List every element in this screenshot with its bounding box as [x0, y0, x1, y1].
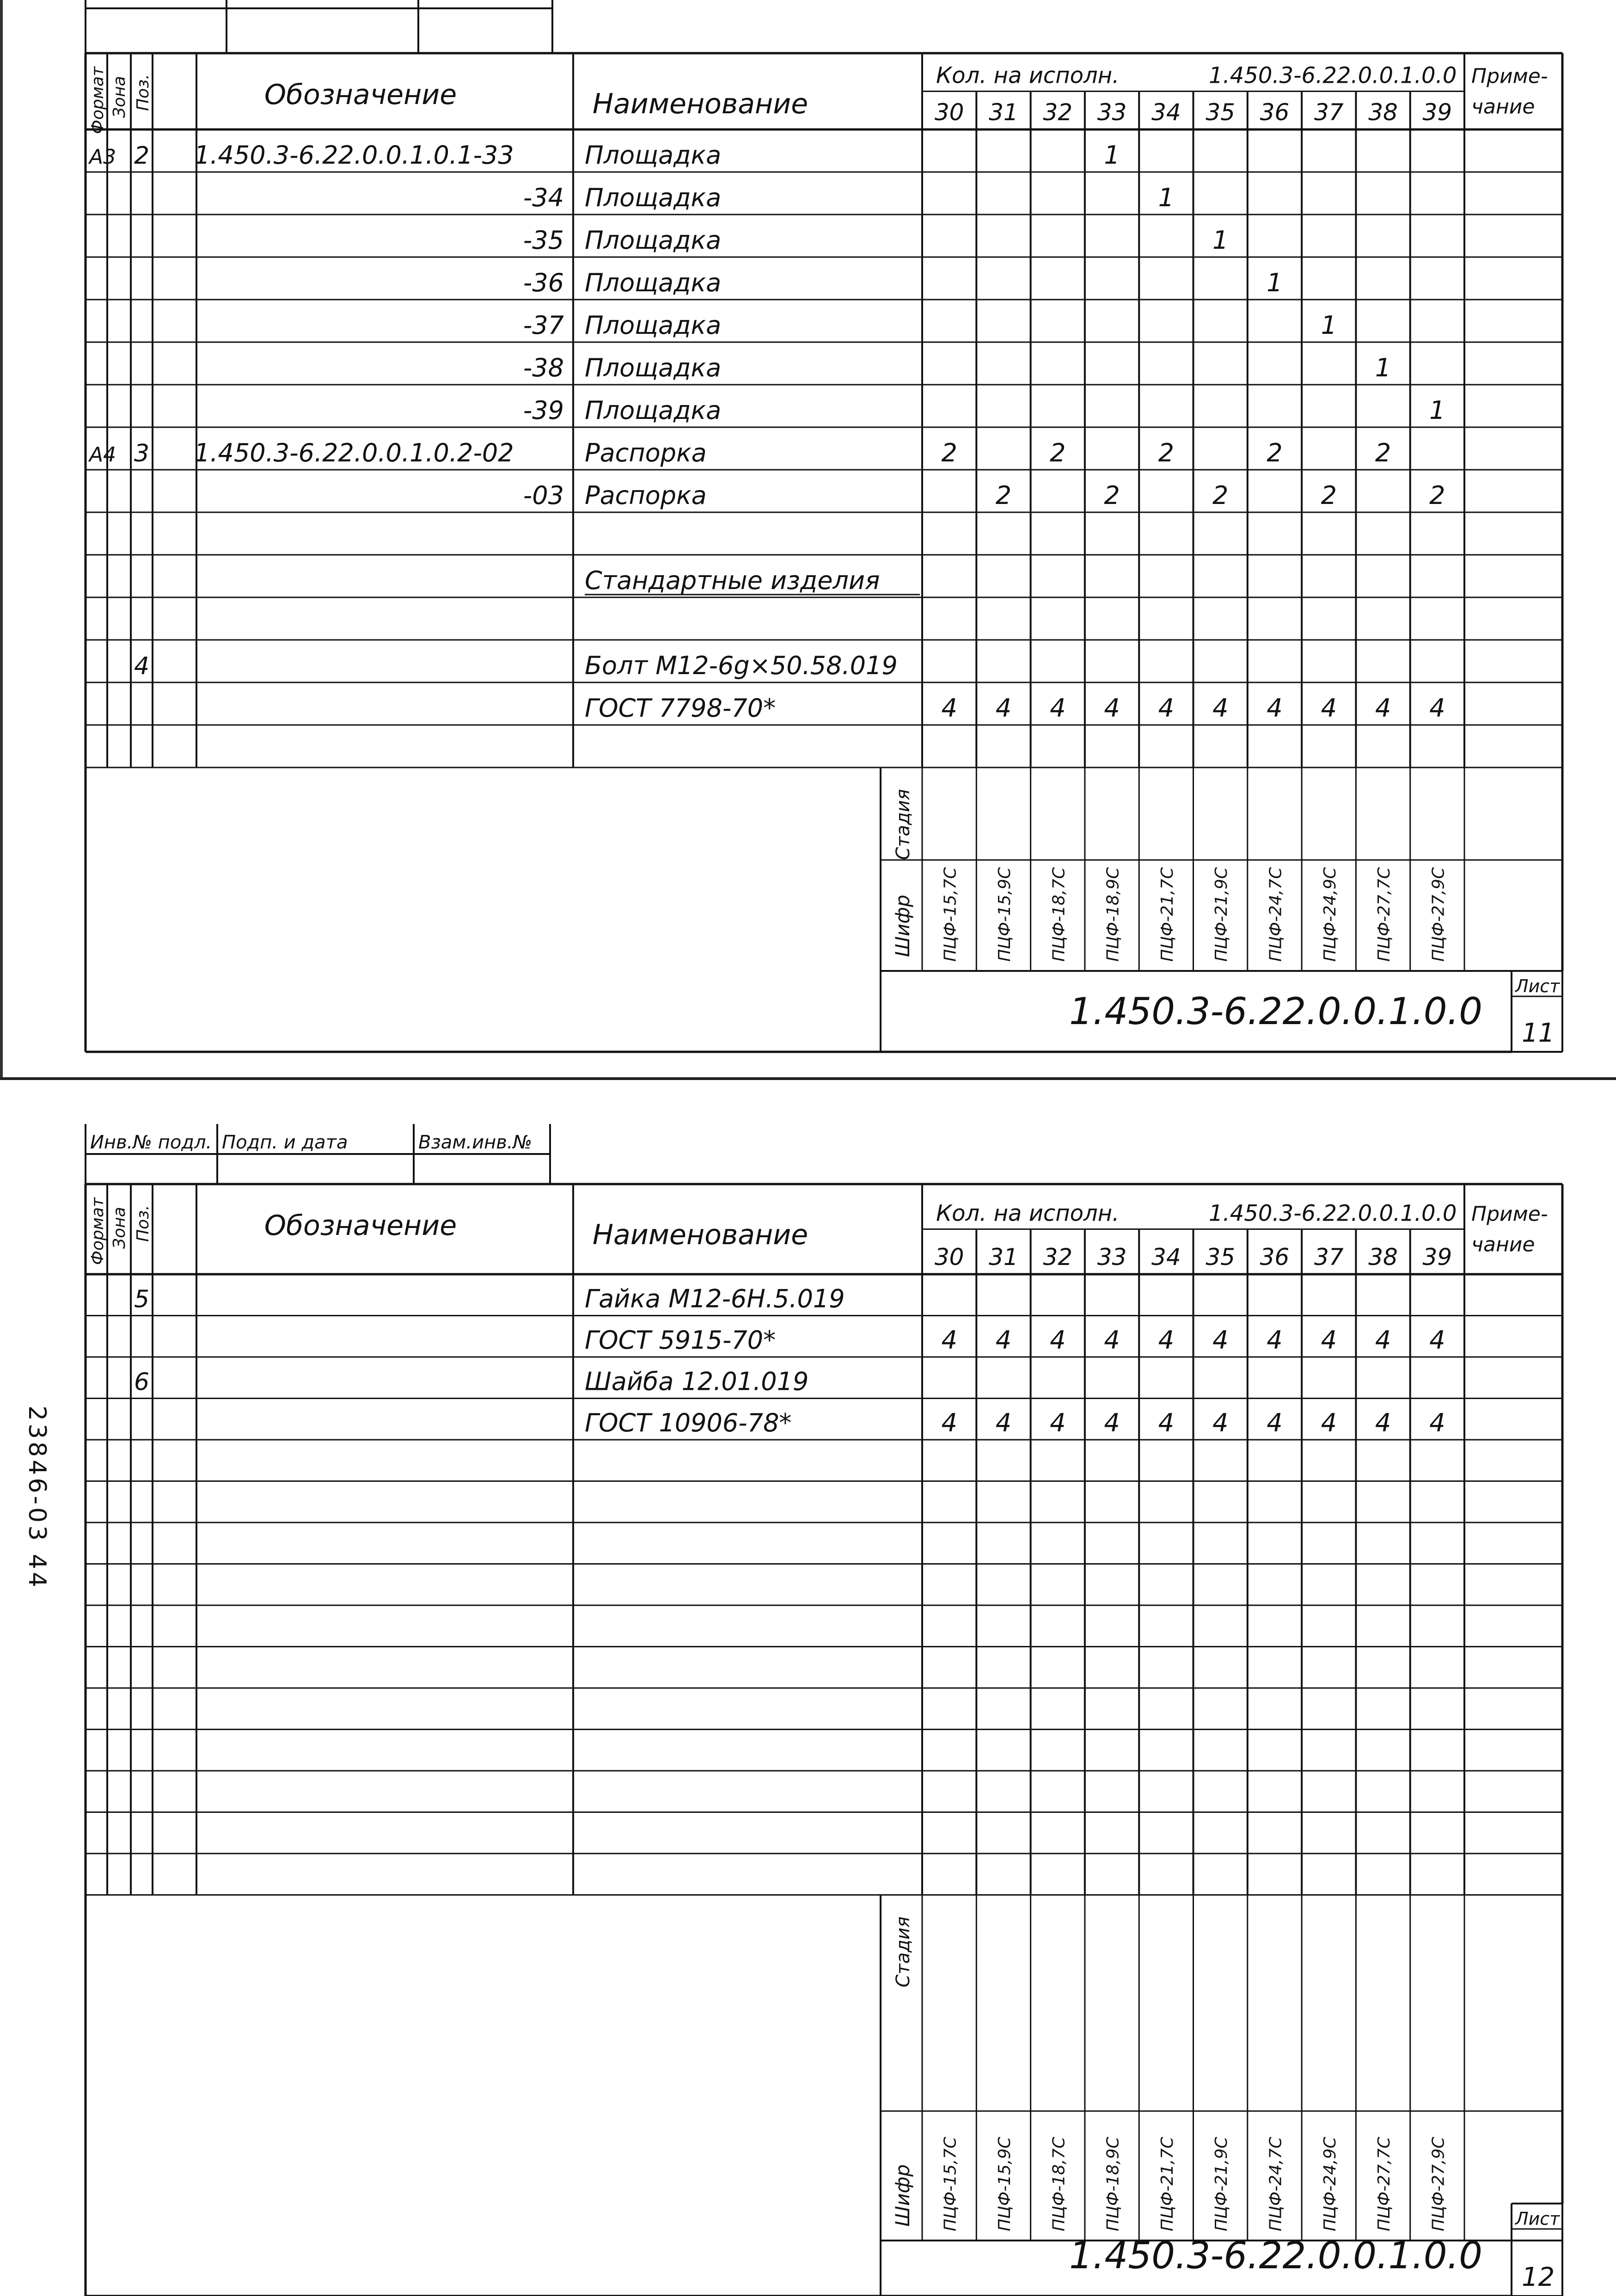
header-name: Наименование	[592, 88, 808, 120]
cell-name: Площадка	[585, 141, 722, 170]
section-title: Стандартные изделия	[585, 566, 880, 595]
cell-qty: 2	[1050, 438, 1066, 467]
header-col-8: 38	[1368, 99, 1398, 126]
spec-sheet-11	[0, 0, 1616, 1077]
cell-name: ГОСТ 7798-70*	[585, 694, 776, 723]
header-pos: Поз.	[134, 74, 153, 111]
cell-format: А3	[89, 145, 116, 169]
cell-qty: 4	[1050, 694, 1066, 723]
header-qty-title: Кол. на исполн.	[936, 1200, 1120, 1227]
header-qty-doc: 1.450.3-6.22.0.0.1.0.0	[1209, 1200, 1457, 1227]
cipher-5: ПЦФ-21,9С	[1212, 867, 1231, 962]
cell-pos: 2	[134, 142, 150, 170]
cell-qty: 4	[1104, 1326, 1120, 1355]
cell-name: ГОСТ 5915-70*	[585, 1326, 776, 1355]
cell-qty: 4	[1050, 1326, 1066, 1355]
cell-name: Площадка	[585, 353, 722, 382]
cell-designation: -39	[523, 396, 564, 425]
cell-qty: 1	[1158, 183, 1175, 212]
cell-qty: 4	[1429, 694, 1445, 723]
cell-designation: -37	[523, 311, 564, 340]
cell-qty: 4	[1375, 694, 1391, 723]
header-col-0: 30	[934, 99, 964, 126]
header-designation: Обозначение	[264, 79, 457, 111]
cipher-7: ПЦФ-24,9С	[1320, 2136, 1340, 2231]
cipher-4: ПЦФ-21,7С	[1157, 867, 1177, 962]
header-col-0: 30	[934, 1244, 964, 1271]
cell-name: Гайка М12-6Н.5.019	[585, 1284, 845, 1314]
cell-name: Шайба 12.01.019	[585, 1367, 809, 1396]
cell-name: Площадка	[585, 183, 722, 212]
cipher-0: ПЦФ-15,7С	[941, 867, 960, 962]
cell-qty: 2	[1375, 438, 1391, 467]
cipher-label: Шифр	[891, 895, 914, 957]
header-zone: Зона	[110, 76, 129, 118]
cell-pos: 4	[134, 652, 150, 680]
header-col-9: 39	[1422, 99, 1452, 126]
cell-qty: 4	[1212, 1408, 1229, 1437]
cipher-2: ПЦФ-18,7С	[1049, 2136, 1069, 2231]
cell-qty: 4	[1050, 1408, 1066, 1437]
cipher-4: ПЦФ-21,7С	[1157, 2136, 1177, 2231]
cipher-6: ПЦФ-24,7С	[1266, 867, 1285, 962]
cell-qty: 4	[1267, 1326, 1283, 1355]
archive-code	[18, 1401, 55, 1651]
cell-qty: 4	[995, 1326, 1012, 1355]
cell-name: ГОСТ 10906-78*	[585, 1408, 792, 1437]
header-col-3: 33	[1097, 99, 1127, 126]
cipher-1: ПЦФ-15,9С	[995, 2136, 1014, 2231]
header-note-2: чание	[1471, 95, 1535, 119]
cell-qty: 1	[1212, 226, 1229, 255]
doc-number: 1.450.3-6.22.0.0.1.0.0	[1069, 990, 1482, 1033]
header-zone: Зона	[110, 1207, 129, 1249]
stamp-vzam-inv: Взам.инв.№	[418, 1132, 533, 1153]
cell-name: Площадка	[585, 226, 722, 255]
cipher-2: ПЦФ-18,7С	[1049, 867, 1069, 962]
stamp-sign-date: Подп. и дата	[222, 1132, 348, 1153]
header-col-2: 32	[1043, 1244, 1073, 1271]
cipher-8: ПЦФ-27,7С	[1375, 867, 1394, 962]
cipher-8: ПЦФ-27,7С	[1375, 2136, 1394, 2231]
cell-designation: -03	[523, 481, 564, 510]
header-col-6: 36	[1260, 99, 1290, 126]
header-format: Формат	[88, 1197, 107, 1265]
cell-qty: 4	[995, 1408, 1012, 1437]
cell-qty: 4	[1429, 1326, 1445, 1355]
sheet-number: 11	[1522, 1018, 1555, 1048]
sheet-label: Лист	[1515, 2209, 1560, 2229]
cell-qty: 4	[1321, 1408, 1337, 1437]
cell-designation: 1.450.3-6.22.0.0.1.0.1-33	[194, 141, 514, 170]
header-designation: Обозначение	[264, 1209, 457, 1242]
header-format: Формат	[88, 66, 107, 134]
header-col-9: 39	[1422, 1244, 1452, 1271]
cell-format: А4	[89, 443, 116, 467]
cell-qty: 4	[1321, 694, 1337, 723]
archive-code-text: 23846-03 44	[23, 1406, 51, 1590]
sheet-number: 12	[1522, 2262, 1555, 2292]
cell-qty: 4	[1429, 1408, 1445, 1437]
cell-qty: 4	[1158, 1326, 1175, 1355]
cell-qty: 4	[1158, 1408, 1175, 1437]
cell-qty: 2	[995, 481, 1012, 510]
cell-qty: 1	[1104, 141, 1120, 170]
cell-pos: 6	[134, 1368, 150, 1396]
header-col-3: 33	[1097, 1244, 1127, 1271]
header-col-5: 35	[1206, 1244, 1235, 1271]
cell-qty: 4	[941, 1326, 957, 1355]
cell-qty: 4	[1267, 694, 1283, 723]
header-col-4: 34	[1151, 99, 1181, 126]
cipher-6: ПЦФ-24,7С	[1266, 2136, 1285, 2231]
cell-name: Площадка	[585, 396, 722, 425]
cipher-3: ПЦФ-18,9С	[1103, 867, 1123, 962]
cell-designation: -35	[523, 226, 564, 255]
cell-qty: 4	[1375, 1408, 1391, 1437]
cell-qty: 4	[1267, 1408, 1283, 1437]
header-qty-title: Кол. на исполн.	[936, 62, 1120, 89]
cell-qty: 4	[1212, 694, 1229, 723]
cell-qty: 2	[1429, 481, 1445, 510]
header-col-1: 31	[989, 1244, 1018, 1271]
header-col-4: 34	[1151, 1244, 1181, 1271]
cell-qty: 4	[1104, 1408, 1120, 1437]
cell-qty: 4	[1321, 1326, 1337, 1355]
spec-sheet-12	[0, 1080, 1616, 2296]
cell-name: Распорка	[585, 481, 707, 510]
cell-pos: 5	[134, 1285, 150, 1314]
cell-qty: 1	[1375, 353, 1391, 382]
header-col-2: 32	[1043, 99, 1073, 126]
header-col-7: 37	[1314, 99, 1344, 126]
header-col-7: 37	[1314, 1244, 1344, 1271]
cell-name: Распорка	[585, 438, 707, 467]
cell-qty: 2	[1212, 481, 1229, 510]
cell-qty: 4	[1375, 1326, 1391, 1355]
cell-designation: -34	[523, 183, 564, 212]
cell-name: Болт М12-6g×50.58.019	[585, 651, 898, 680]
sheet-label: Лист	[1515, 976, 1560, 996]
header-name: Наименование	[592, 1219, 808, 1251]
cell-designation: 1.450.3-6.22.0.0.1.0.2-02	[194, 438, 514, 467]
cell-qty: 4	[1158, 694, 1175, 723]
header-note-1: Приме-	[1471, 64, 1548, 88]
cell-qty: 2	[1104, 481, 1120, 510]
cell-qty: 4	[1212, 1326, 1229, 1355]
cell-qty: 4	[941, 1408, 957, 1437]
cell-designation: -38	[523, 353, 564, 382]
cipher-3: ПЦФ-18,9С	[1103, 2136, 1123, 2231]
cell-qty: 4	[1104, 694, 1120, 723]
cipher-0: ПЦФ-15,7С	[941, 2136, 960, 2231]
cipher-5: ПЦФ-21,9С	[1212, 2136, 1231, 2231]
cell-name: Площадка	[585, 311, 722, 340]
stamp-inv-no: Инв.№ подл.	[90, 1132, 212, 1153]
cell-qty: 1	[1429, 396, 1445, 425]
cipher-label: Шифр	[891, 2164, 914, 2227]
cell-qty: 4	[941, 694, 957, 723]
header-col-6: 36	[1260, 1244, 1290, 1271]
cell-qty: 1	[1267, 268, 1283, 297]
cell-designation: -36	[523, 268, 564, 297]
cell-pos: 3	[134, 440, 150, 467]
cell-qty: 2	[941, 438, 957, 467]
stage-label: Стадия	[893, 789, 914, 860]
header-note-2: чание	[1471, 1233, 1535, 1257]
cipher-7: ПЦФ-24,9С	[1320, 867, 1340, 962]
header-col-8: 38	[1368, 1244, 1398, 1271]
header-col-1: 31	[989, 99, 1018, 126]
doc-number: 1.450.3-6.22.0.0.1.0.0	[1069, 2234, 1482, 2277]
cell-qty: 1	[1321, 311, 1337, 340]
stage-label: Стадия	[893, 1916, 914, 1988]
header-qty-doc: 1.450.3-6.22.0.0.1.0.0	[1209, 62, 1457, 89]
cell-name: Площадка	[585, 268, 722, 297]
header-pos: Поз.	[134, 1205, 153, 1242]
cell-qty: 2	[1321, 481, 1337, 510]
cell-qty: 2	[1158, 438, 1175, 467]
header-col-5: 35	[1206, 99, 1235, 126]
cipher-9: ПЦФ-27,9С	[1429, 867, 1448, 962]
header-note-1: Приме-	[1471, 1202, 1548, 1226]
cell-qty: 2	[1267, 438, 1283, 467]
cipher-1: ПЦФ-15,9С	[995, 867, 1014, 962]
cell-qty: 4	[995, 694, 1012, 723]
cipher-9: ПЦФ-27,9С	[1429, 2136, 1448, 2231]
